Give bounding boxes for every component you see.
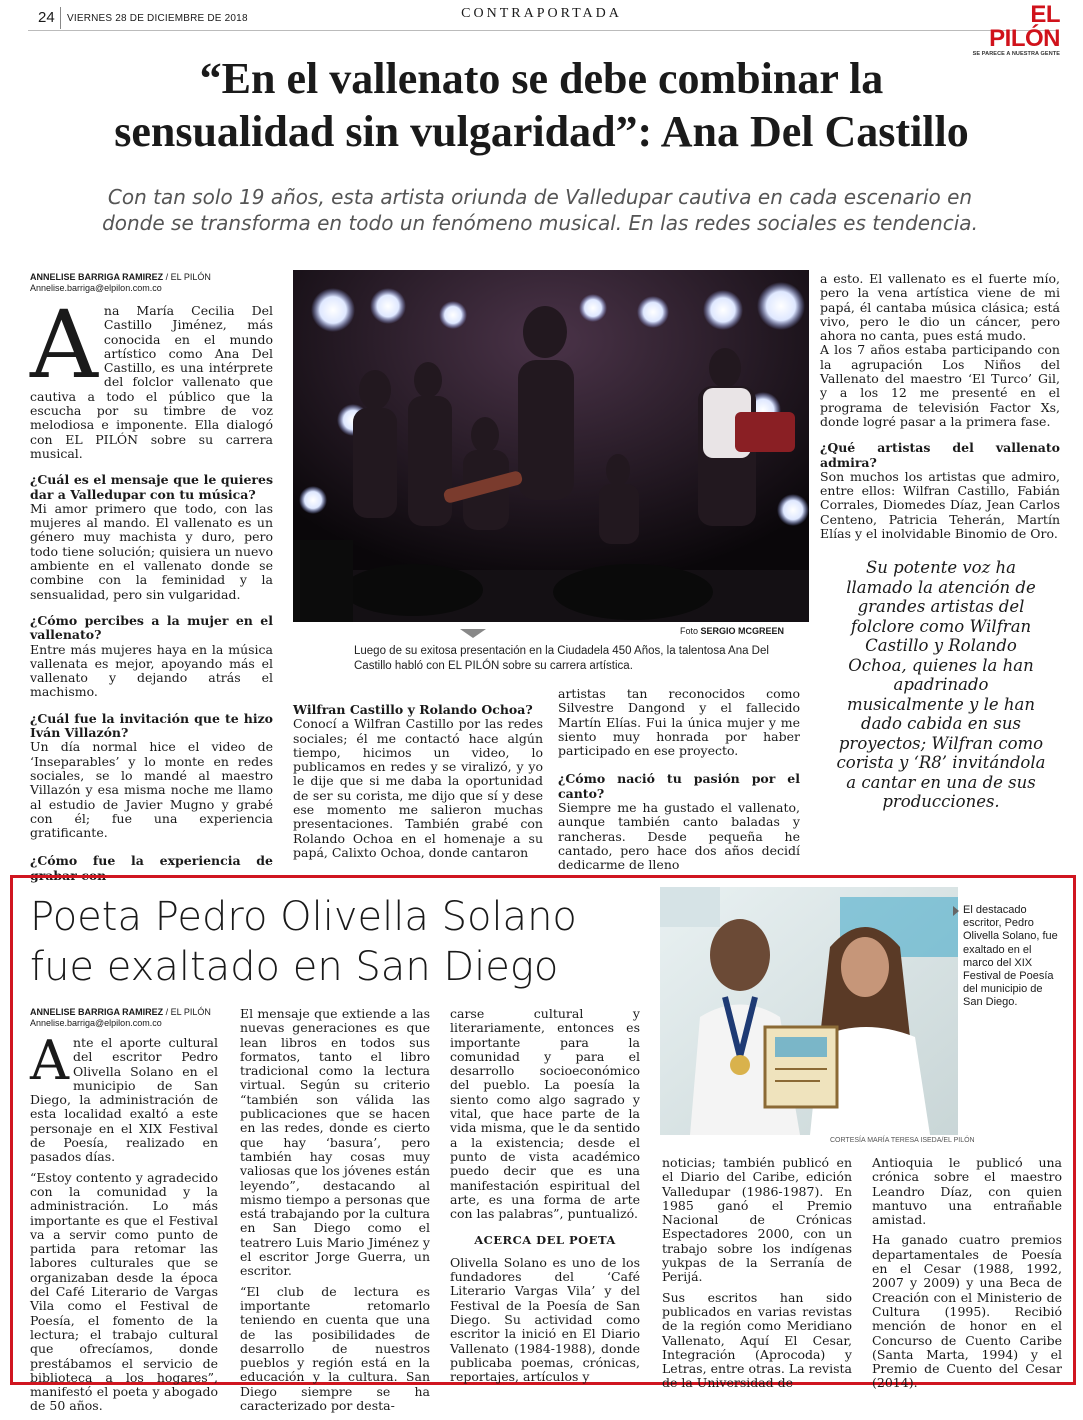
- story1-deck: [80, 184, 1000, 236]
- story2-headline-line1: Poeta Pedro Olivella Solano: [30, 894, 577, 940]
- story2-column-5: [872, 1156, 1062, 1397]
- story2-headline-line2: fue exaltado en San Diego: [30, 944, 559, 990]
- issue-date: VIERNES 28 DE DICIEMBRE DE 2018: [67, 13, 248, 24]
- story2-subhead: ACERCA DEL POETA: [474, 1233, 616, 1248]
- story2-paragraph: Sus escritos han sido publicados en varias revistas de la región como Meridiano Vallenato, Aquí El Cesar, Integración (Aprocoda) y Letras, entre otras. La revista de la Universidad de: [662, 1289, 852, 1391]
- interview-answer: Siempre me ha gustado el vallenato, aunque también canto baladas y rancheras. Desde pequeña he cantado, pero hace dos años decidí dedicarme de lleno: [558, 800, 800, 873]
- story2-paragraph: “El club de lectura es importante retomarlo teniendo en cuenta que una de las posibilidades de desarrollo de nuestros pueblos y región está en la educación y la cultura. San Diego siempre se ha caracterizado por desta-: [240, 1283, 430, 1414]
- byline-author: ANNELISE BARRIGA RAMIREZ: [30, 1007, 164, 1017]
- story1-headline: [0, 52, 1083, 158]
- story1-deck-line1: Con tan solo 19 años, esta artista oriunda de Valledupar cautiva en cada escenario en: [107, 185, 973, 209]
- interview-answer: Un día normal hice el video de ‘Inseparables’ y lo monte en redes sociales, se lo mandé al maestro Villazón y esa misma noche me llamo al estudio de Javier Mugno y grabé con él; fue una experiencia gratificante.: [30, 739, 273, 841]
- story2-paragraph: “Estoy contento y agradecido con la comunidad y la administración. Lo más importante es que el Festival va a servir como punto de partida para retomar las labores culturales que se organizaban desde la época del Café Literario de Vargas Vila como el Festival de Poesía, el fomento de la lectura; el trabajo cultural que ofrecíamos, donde prestábamos el servicio de biblioteca a los hogares”, manifestó el poeta y abogado de 50 años.: [30, 1169, 218, 1414]
- photo-caption: El destacado escritor, Pedro Olivella Solano, fue exaltado en el marco del XIX Festival de Poesía del municipio de San Diego.: [963, 904, 1058, 1009]
- byline-email: Annelise.barriga@elpilon.com.co: [30, 283, 162, 293]
- header-rule: [28, 30, 1058, 31]
- story1-deck-line2: donde se transforma en todo un fenómeno musical. En las redes sociales es tendencia.: [102, 211, 978, 235]
- story2-paragraph: Antioquia le publicó una crónica sobre el maestro Leandro Díaz, con quien mantuvo una entrañable amistad.: [872, 1155, 1062, 1228]
- interview-question: Wilfran Castillo y Rolando Ochoa?: [293, 702, 533, 717]
- byline-outlet: / EL PILÓN: [163, 272, 211, 282]
- story2-byline: [30, 1007, 250, 1029]
- caption-marker-icon: [460, 627, 486, 639]
- interview-answer: Son muchos los artistas que admiro, entre ellos: Wilfran Castillo, Fabián Corrales, Diomedes Díaz, Jean Carlos Centeno, Patricia Teherán, Martín Elías y el inolvidable Binomio de Oro.: [820, 468, 1060, 542]
- interview-question: ¿Cómo nació tu pasión por el canto?: [558, 771, 800, 801]
- byline-author: ANNELISE BARRIGA RAMIREZ: [30, 272, 164, 282]
- story1-column-4: [820, 272, 1060, 547]
- story1-intro: na María Cecilia Del Castillo Jiménez, más conocida en el mundo artístico como Ana Del Castillo, es una intérprete del folclor vallenato que cautiva a todo el público que la escucha por su timbre de voz melodiosa e imponente. Ella dialogó con EL PILÓN sobre su carrera musical.: [30, 303, 273, 461]
- photo-credit-name: SERGIO MCGREEN: [700, 626, 785, 636]
- logo-name: EL PILÓN: [989, 1, 1060, 52]
- interview-answer: Entre más mujeres haya en la música vallenata es mejor, apoyando más el vallenato y dejando atrás el machismo.: [30, 641, 273, 700]
- story2-column-1: [30, 1029, 218, 1420]
- interview-answer: A los 7 años estaba participando con la agrupación Los Niños del Vallenato del maestro ‘El Turco’ Gil, y a los 12 me presenté en el programa de televisión Factor Xs, donde logré pasar a la primera fase.: [820, 342, 1060, 429]
- story1-column-2: [293, 703, 543, 866]
- photo-caption: Luego de su exitosa presentación en la Ciudadela 450 Años, la talentosa Ana Del Castillo habló con EL PILÓN sobre su carrera artística.: [354, 645, 769, 672]
- drop-cap: A: [30, 1029, 69, 1092]
- section-name: CONTRAPORTADA: [461, 6, 622, 21]
- page-number: 24: [38, 9, 55, 26]
- story2-paragraph: Ha ganado cuatro premios departamentales de Poesía en el Cesar (1988, 1992, 2007 y 2009) y una Beca de Creación con el Ministerio de Cultura (1995). Recibió mención de honor en el Concurso de Cuento Caribe (Santa Marta, 1994) y el Premio de Cuento del Cesar (2014).: [872, 1232, 1062, 1391]
- story2-paragraph: Olivella Solano es uno de los fundadores del ‘Café Literario Vargas Vila’ y del Festival de la Poesía de San Diego. Su actividad como escritor la inició en El Diario Vallenato (1984-1988), donde publicaba poemas, crónicas, reportajes, artículos y: [450, 1254, 640, 1385]
- byline-outlet: / EL PILÓN: [163, 1007, 211, 1017]
- logo-tagline: SE PARECE A NUESTRA GENTE: [972, 51, 1060, 57]
- interview-answer: Conocí a Wilfran Castillo por las redes sociales; él me contactó hace algún tiempo, hicimos un video, lo publicamos en redes y se viralizó, y yo le dije que si me daba la oportunidad de ser su corista, me dijo que sí y dese ese momento me salieron muchas presentaciones. También grabé con Rolando Ochoa en el homenaje a su papá, Calixto Ochoa, donde cantaron: [293, 716, 543, 860]
- interview-question: ¿Cuál es el mensaje que le quieres dar a Valledupar con tu música?: [30, 472, 273, 502]
- story1-headline-line1: “En el vallenato se debe combinar la: [199, 54, 884, 103]
- caption-marker-icon: [953, 906, 959, 916]
- newspaper-logo: [960, 3, 1060, 57]
- interview-answer: artistas tan reconocidos como Silvestre Dangond y el fallecido Martín Elías. Fui la única mujer y me siento muy honrada por haber participado en ese proyecto.: [558, 686, 800, 759]
- story2-column-3: [450, 1007, 640, 1390]
- interview-answer: Mi amor primero que todo, con las mujeres al mando. El vallenato es un género muy machista y duro, pero todo tiene solución; quisiera un nuevo ambiente en el vallenato donde se combine con la feminidad y la sensualidad, pero sin vulgaridad.: [30, 500, 273, 602]
- concert-photo-illustration: [293, 270, 809, 622]
- photo-credit: CORTESÍA MARÍA TERESA ISEDA/EL PILÓN: [830, 1137, 975, 1144]
- interview-question: ¿Cómo fue la experiencia de grabar con: [30, 853, 273, 883]
- story1-column-1: [30, 291, 273, 883]
- story2-headline: [30, 892, 630, 992]
- concert-photo: [293, 270, 809, 622]
- interview-question: ¿Cuál fue la invitación que te hizo Iván Villazón?: [30, 710, 273, 741]
- photo-credit-label: Foto: [680, 626, 701, 636]
- pull-quote: Su potente voz ha llamado la atención de grandes artistas del folclore como Wilfran Castillo y Rolando Ochoa, quienes la han apadrinado musicalmente y le han dado cabida en sus proyectos; Wilfran como corista y ‘R8’ invitándola a cantar en una de sus producciones.: [836, 558, 1046, 811]
- interview-answer: a esto. El vallenato es el fuerte mío, pero la vena artística viene de mi papá, él cantaba música clásica; está vivo, pero le dio un cáncer, pero ahora no canta, pues está mudo.: [820, 271, 1060, 344]
- story2-column-4: [662, 1156, 852, 1397]
- interview-question: ¿Cómo percibes a la mujer en el vallenato?: [30, 612, 273, 643]
- story2-paragraph: carse cultural y literariamente, entonces es importante para la comunidad y para el desarrollo socioeconómico del pueblo. La poesía la siento como algo sagrado y vital, que hace parte de la vida misma, que le da sentido a la existencia; desde el punto de vista académico puedo decir que es una manifestación espiritual del arte, es una forma de arte con las palabras”, puntualizó.: [450, 1006, 640, 1222]
- byline-email: Annelise.barriga@elpilon.com.co: [30, 1018, 162, 1028]
- photo-credit: [680, 626, 784, 636]
- story2-intro: nte el aporte cultural del escritor Pedro Olivella Solano en el municipio de San Diego, la administración de esta localidad exaltó a este personaje en el XIX Festival de Poesía, realizado en pasados días.: [30, 1035, 218, 1165]
- story1-headline-line2: sensualidad sin vulgaridad”: Ana Del Castillo: [114, 107, 969, 156]
- drop-cap: A: [30, 291, 98, 400]
- poet-photo: [660, 887, 958, 1135]
- interview-question: ¿Qué artistas del vallenato admira?: [820, 440, 1060, 470]
- poet-photo-illustration: [660, 887, 958, 1135]
- story2-column-2: [240, 1007, 430, 1419]
- story2-paragraph: noticias; también publicó en el Diario del Caribe, edición Valledupar (1986-1987). En 1985 ganó el Premio Nacional de Crónicas Espectadores 2000, con un trabajo sobre los indígenas yukpas de la Serranía de Perijá.: [662, 1155, 852, 1285]
- story1-column-3: [558, 687, 800, 879]
- story2-paragraph: El mensaje que extiende a las nuevas generaciones es que lean libros en todos sus formatos, tanto el libro tradicional como la lectura virtual. Según su criterio “también son válida las publicaciones que se hacen en las redes, donde es cierto que hay ‘basura’, pero también hay cosas muy valiosas que los jóvenes están leyendo”, destacando al mismo tiempo a personas que está trabajando por la cultura en San Diego como el teatrero Luis Mario Jiménez y el escritor Jorge Guerra, un escritor.: [240, 1006, 430, 1279]
